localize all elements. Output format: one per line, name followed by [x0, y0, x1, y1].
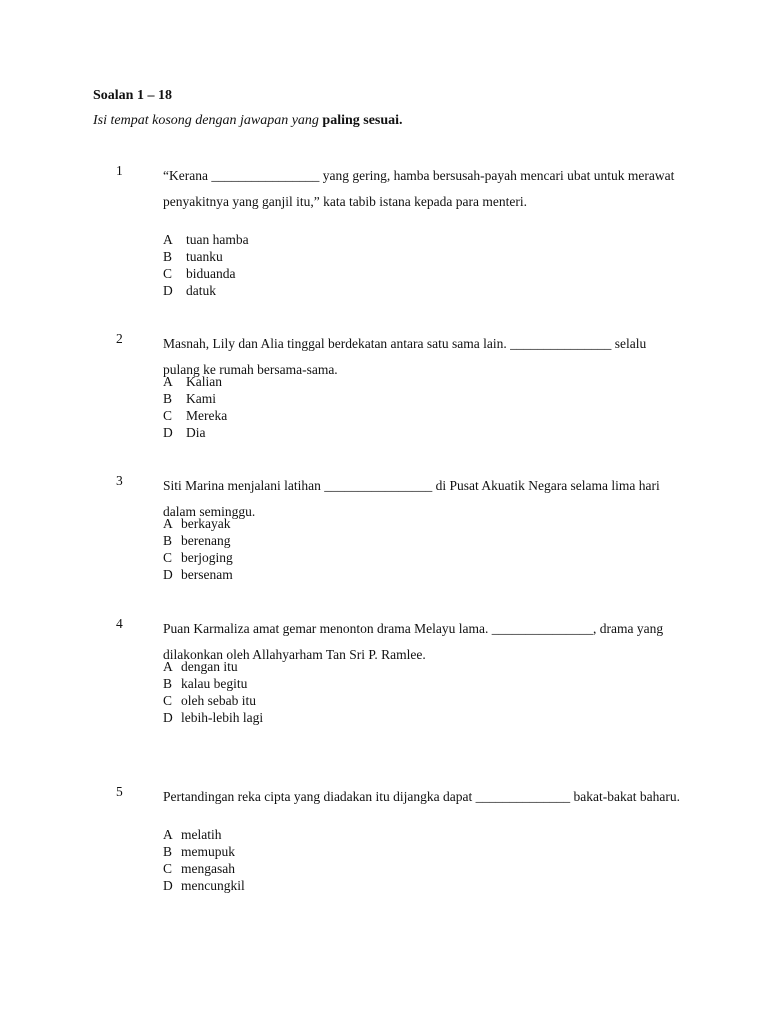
option-list	[163, 515, 233, 583]
option-c[interactable]	[163, 265, 249, 282]
option-letter: B	[163, 844, 173, 859]
option-letter: C	[163, 693, 173, 708]
option-text: Kalian	[186, 374, 222, 389]
question-number: 3	[116, 473, 123, 488]
option-list	[163, 373, 227, 441]
option-letter: D	[163, 425, 173, 440]
option-a[interactable]	[163, 373, 227, 390]
option-text: melatih	[181, 827, 222, 842]
option-letter: B	[163, 676, 173, 691]
option-text: mencungkil	[181, 878, 245, 893]
option-b[interactable]	[163, 532, 233, 549]
option-list	[163, 826, 245, 894]
option-text: mengasah	[181, 861, 235, 876]
option-b[interactable]	[163, 390, 227, 407]
question-text: Siti Marina menjalani latihan ________________ di Pusat Akuatik Negara selama lima hari dalam seminggu.	[163, 478, 660, 519]
option-letter: C	[163, 266, 173, 281]
option-d[interactable]	[163, 424, 227, 441]
option-letter: D	[163, 878, 173, 893]
option-letter: C	[163, 861, 173, 876]
option-b[interactable]	[163, 675, 263, 692]
option-letter: A	[163, 827, 173, 842]
option-a[interactable]	[163, 826, 245, 843]
question-text: Masnah, Lily dan Alia tinggal berdekatan antara satu sama lain. _______________ selalu pulang ke rumah bersama-sama.	[163, 336, 647, 377]
option-letter: A	[163, 659, 173, 674]
question-text: Puan Karmaliza amat gemar menonton drama Melayu lama. _______________, drama yang dilakonkan oleh Allahyarham Tan Sri P. Ramlee.	[163, 621, 664, 662]
option-text: Mereka	[186, 408, 228, 423]
question-number: 1	[116, 163, 123, 178]
option-text: berkayak	[181, 516, 231, 531]
option-b[interactable]	[163, 843, 245, 860]
option-text: berjoging	[181, 550, 233, 565]
option-d[interactable]	[163, 709, 263, 726]
option-letter: D	[163, 283, 173, 298]
question-number: 2	[116, 331, 123, 346]
option-c[interactable]	[163, 692, 263, 709]
option-c[interactable]	[163, 407, 227, 424]
option-text: memupuk	[181, 844, 235, 859]
option-c[interactable]	[163, 860, 245, 877]
option-text: dengan itu	[181, 659, 238, 674]
section-title: Soalan 1 – 18	[93, 88, 172, 103]
option-letter: C	[163, 408, 173, 423]
instruction-text: Isi tempat kosong dengan jawapan yang	[93, 113, 319, 128]
question-text: Pertandingan reka cipta yang diadakan itu dijangka dapat ______________ bakat-bakat baharu.	[163, 789, 680, 804]
option-a[interactable]	[163, 231, 249, 248]
option-text: oleh sebab itu	[181, 693, 256, 708]
option-text: tuan hamba	[186, 232, 249, 247]
option-text: datuk	[186, 283, 216, 298]
option-a[interactable]	[163, 515, 233, 532]
option-letter: D	[163, 710, 173, 725]
question-text: “Kerana ________________ yang gering, hamba bersusah-payah mencari ubat untuk merawat penyakitnya yang ganjil itu,” kata tabib istana kepada para menteri.	[163, 168, 675, 209]
option-text: Kami	[186, 391, 216, 406]
option-letter: B	[163, 249, 173, 264]
question-number: 4	[116, 616, 123, 631]
option-letter: C	[163, 550, 173, 565]
option-c[interactable]	[163, 549, 233, 566]
instruction-line	[93, 113, 403, 129]
option-text: biduanda	[186, 266, 236, 281]
instruction-emphasis: paling sesuai.	[322, 113, 403, 128]
option-letter: A	[163, 232, 173, 247]
option-d[interactable]	[163, 566, 233, 583]
option-text: lebih-lebih lagi	[181, 710, 264, 725]
question-number: 5	[116, 784, 123, 799]
option-b[interactable]	[163, 248, 249, 265]
option-a[interactable]	[163, 658, 263, 675]
option-letter: D	[163, 567, 173, 582]
option-list	[163, 658, 263, 726]
option-letter: B	[163, 533, 173, 548]
option-list	[163, 231, 249, 299]
option-text: berenang	[181, 533, 231, 548]
option-letter: A	[163, 516, 173, 531]
option-d[interactable]	[163, 282, 249, 299]
option-d[interactable]	[163, 877, 245, 894]
option-letter: A	[163, 374, 173, 389]
option-text: kalau begitu	[181, 676, 248, 691]
option-letter: B	[163, 391, 173, 406]
option-text: bersenam	[181, 567, 233, 582]
option-text: Dia	[186, 425, 206, 440]
option-text: tuanku	[186, 249, 223, 264]
